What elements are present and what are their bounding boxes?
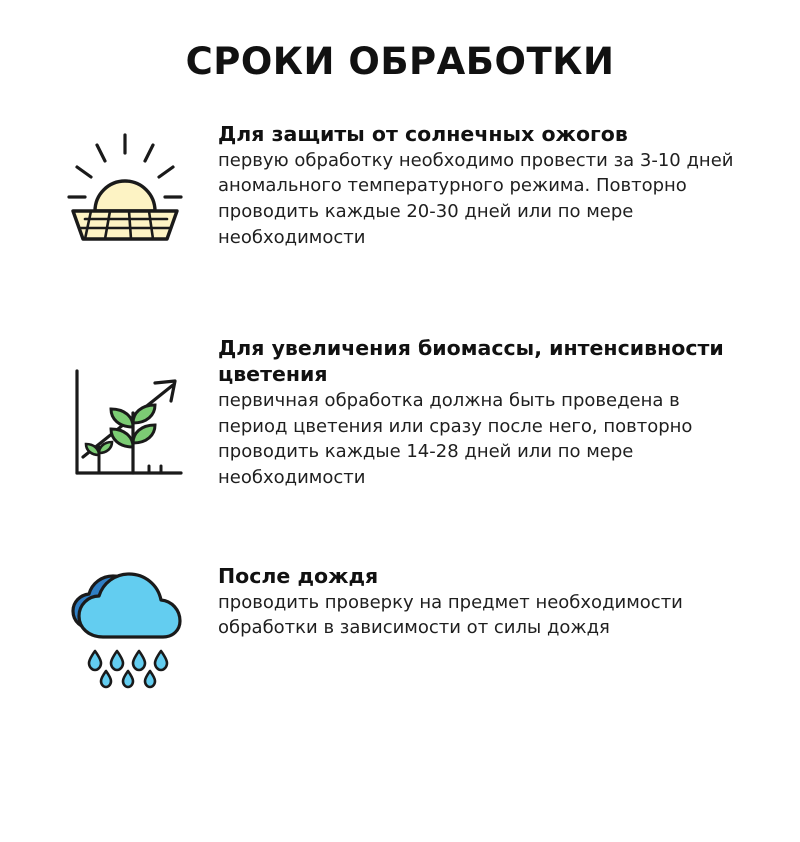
section-biomass (0, 335, 800, 491)
section-after-rain-heading: После дождя (218, 563, 379, 588)
sections-list (0, 121, 800, 691)
section-after-rain-body: проводить проверку на предмет необходимости обработки в зависимости от силы дождя (218, 591, 683, 639)
section-after-rain-text (200, 563, 760, 641)
infographic-page (0, 42, 800, 842)
section-sunburn-body: первую обработку необходимо провести за 3-10 дней аномального температурного режима. Повторно проводить каждые 20-30 дней или по мере необходимости (218, 149, 734, 248)
page-title: СРОКИ ОБРАБОТКИ (185, 40, 615, 83)
section-biomass-text (200, 335, 760, 491)
section-sunburn-text (200, 121, 760, 250)
section-sunburn (0, 121, 800, 257)
sun-over-field-icon (50, 121, 200, 257)
rain-cloud-icon (50, 563, 200, 691)
section-biomass-body: первичная обработка должна быть проведена в период цветения или сразу после него, повторно проводить каждые 14-28 дней или по мере необходимости (218, 390, 693, 488)
growth-arrow-plant-icon (50, 335, 200, 491)
section-after-rain (0, 563, 800, 691)
section-sunburn-heading: Для защиты от солнечных ожогов (218, 121, 628, 146)
section-biomass-heading: Для увеличения биомассы, интенсивности цветения (218, 335, 724, 386)
